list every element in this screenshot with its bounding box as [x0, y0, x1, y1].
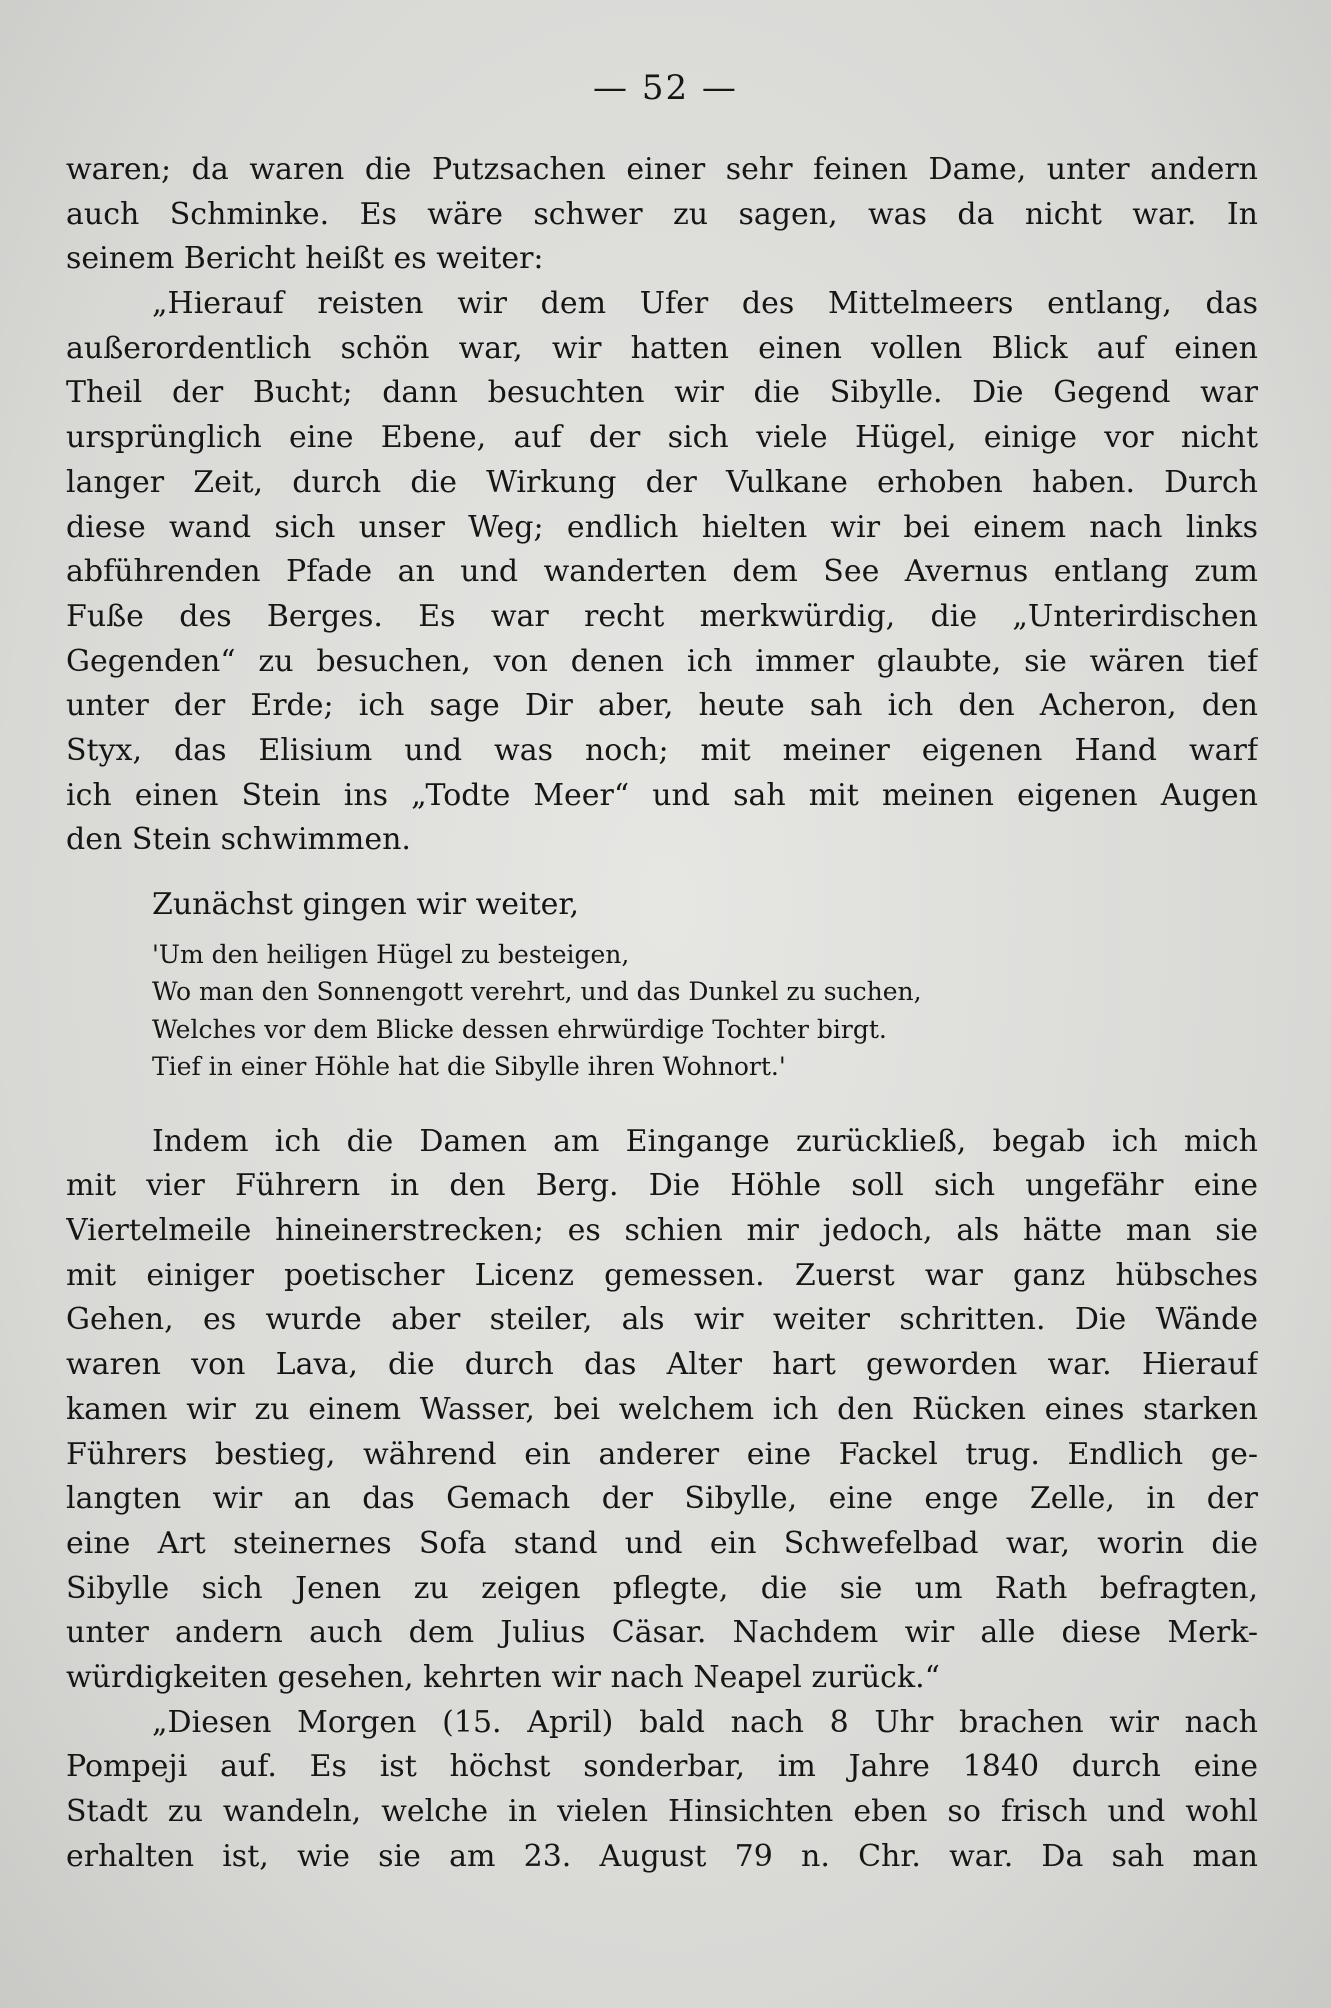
paragraph	[66, 148, 1258, 282]
text-line: unter andern auch dem Julius Cäsar. Nachdem wir alle diese Merk-	[66, 1615, 1258, 1651]
text-line: Führers bestieg, während ein anderer eine Fackel trug. Endlich ge-	[66, 1436, 1258, 1472]
verse-line: Tief in einer Höhle hat die Sibylle ihren Wohnort.'	[152, 1052, 786, 1082]
text-line: langer Zeit, durch die Wirkung der Vulkane erhoben haben. Durch	[66, 464, 1258, 500]
paragraph	[66, 1120, 1258, 1701]
text-line: diese wand sich unser Weg; endlich hielten wir bei einem nach links	[66, 509, 1258, 545]
paragraph	[66, 1701, 1258, 1880]
text-line: außerordentlich schön war, wir hatten einen vollen Blick auf einen	[66, 330, 1258, 366]
text-line: Styx, das Elisium und was noch; mit meiner eigenen Hand warf	[66, 732, 1258, 768]
text-line: würdigkeiten gesehen, kehrten wir nach Neapel zurück.“	[66, 1659, 941, 1695]
text-line: den Stein schwimmen.	[66, 822, 411, 858]
text-line: Sibylle sich Jenen zu zeigen pflegte, die sie um Rath befragten,	[66, 1570, 1258, 1606]
text-line: Fuße des Berges. Es war recht merkwürdig, die „Unterirdischen	[66, 598, 1258, 634]
text-line: waren von Lava, die durch das Alter hart geworden war. Hierauf	[66, 1347, 1258, 1383]
text-line: kamen wir zu einem Wasser, bei welchem ich den Rücken eines starken	[66, 1391, 1258, 1427]
text-line: „Diesen Morgen (15. April) bald nach 8 Uhr brachen wir nach	[152, 1704, 1258, 1740]
text-line: erhalten ist, wie sie am 23. August 79 n. Chr. war. Da sah man	[66, 1838, 1258, 1874]
page-number: — 52 —	[593, 68, 738, 108]
text-line: Theil der Bucht; dann besuchten wir die Sibylle. Die Gegend war	[66, 375, 1258, 411]
text-line: Viertelmeile hineinerstrecken; es schien mir jedoch, als hätte man sie	[66, 1213, 1258, 1249]
verse-quote	[66, 936, 1258, 1086]
text-line: abführenden Pfade an und wanderten dem See Avernus entlang zum	[66, 554, 1258, 590]
paragraph	[66, 282, 1258, 863]
verse-line: Welches vor dem Blicke dessen ehrwürdige Tochter birgt.	[152, 1014, 887, 1044]
text-line: Gehen, es wurde aber steiler, als wir weiter schritten. Die Wände	[66, 1302, 1258, 1338]
verse-line: Wo man den Sonnengott verehrt, und das Dunkel zu suchen,	[152, 977, 922, 1007]
text-line: mit vier Führern in den Berg. Die Höhle soll sich ungefähr eine	[66, 1168, 1258, 1204]
body-text	[66, 148, 1258, 1879]
text-line: seinem Bericht heißt es weiter:	[66, 241, 544, 277]
text-line: auch Schminke. Es wäre schwer zu sagen, was da nicht war. In	[66, 196, 1258, 232]
text-line: Gegenden“ zu besuchen, von denen ich immer glaubte, sie wären tief	[66, 643, 1258, 679]
text-line: Pompeji auf. Es ist höchst sonderbar, im Jahre 1840 durch eine	[66, 1749, 1258, 1785]
verse-line: 'Um den heiligen Hügel zu besteigen,	[152, 939, 630, 969]
text-line: „Hierauf reisten wir dem Ufer des Mittelmeers entlang, das	[152, 286, 1258, 322]
text-line: ich einen Stein ins „Todte Meer“ und sah mit meinen eigenen Augen	[66, 777, 1258, 813]
text-line: Stadt zu wandeln, welche in vielen Hinsichten eben so frisch und wohl	[66, 1794, 1258, 1829]
text-line: ursprünglich eine Ebene, auf der sich viele Hügel, einige vor nicht	[66, 420, 1258, 456]
text-line: Zunächst gingen wir weiter,	[152, 887, 579, 922]
text-line: Indem ich die Damen am Eingange zurückließ, begab ich mich	[152, 1123, 1258, 1159]
text-line: eine Art steinernes Sofa stand und ein Schwefelbad war, worin die	[66, 1525, 1258, 1561]
text-line: unter der Erde; ich sage Dir aber, heute sah ich den Acheron, den	[66, 688, 1258, 724]
text-line: mit einiger poetischer Licenz gemessen. Zuerst war ganz hübsches	[66, 1257, 1258, 1293]
text-line: langten wir an das Gemach der Sibylle, eine enge Zelle, in der	[66, 1481, 1258, 1517]
text-line: waren; da waren die Putzsachen einer sehr feinen Dame, unter andern	[66, 152, 1258, 187]
paragraph	[66, 883, 1258, 928]
